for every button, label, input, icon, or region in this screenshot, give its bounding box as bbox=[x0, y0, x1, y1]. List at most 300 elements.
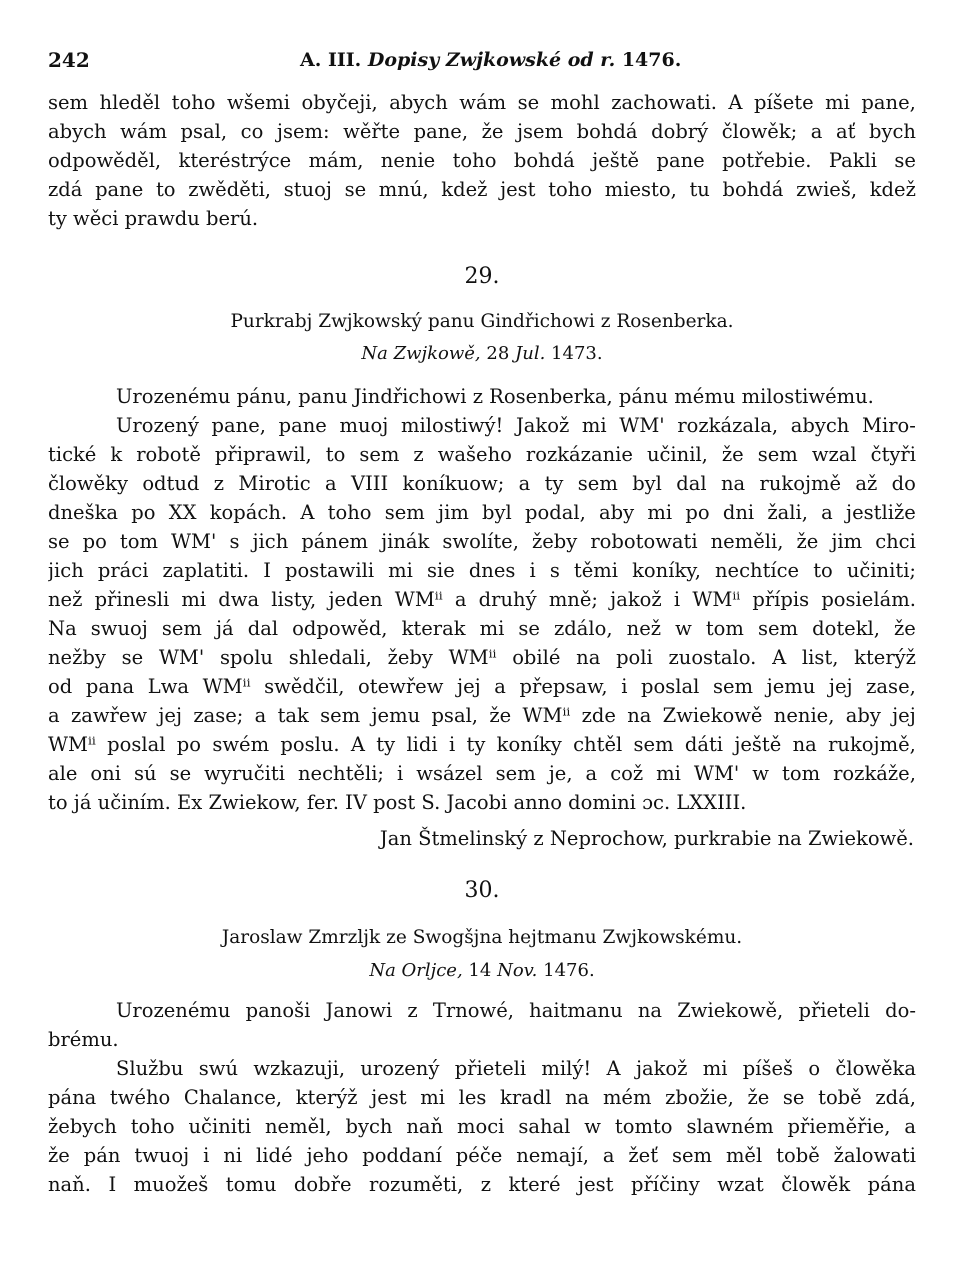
word: muožeš bbox=[133, 1173, 209, 1196]
word: A bbox=[772, 646, 787, 669]
word: tom bbox=[119, 530, 158, 553]
word: zuostalo. bbox=[668, 646, 757, 669]
word: práci bbox=[97, 559, 149, 582]
text-line bbox=[48, 614, 916, 643]
letter-dateline bbox=[48, 339, 916, 368]
word: mnú, bbox=[378, 178, 429, 201]
dateline-place: Na Zwjkowě, bbox=[361, 343, 481, 364]
word: dni bbox=[722, 501, 755, 524]
word: já bbox=[215, 617, 234, 640]
word: kterak bbox=[401, 617, 466, 640]
word: sem bbox=[577, 472, 618, 495]
word: wzal bbox=[811, 443, 857, 466]
letter-address: brému. bbox=[48, 1028, 119, 1051]
word: rozkázanie bbox=[525, 443, 633, 466]
word: A bbox=[350, 733, 365, 756]
word: wsázel bbox=[416, 762, 483, 785]
word: dotekl, bbox=[812, 617, 880, 640]
word: zachowati. bbox=[611, 91, 717, 114]
word: milostiwý! bbox=[400, 414, 504, 437]
word: toho bbox=[130, 1115, 175, 1138]
word: po bbox=[82, 530, 107, 553]
word: pane, bbox=[861, 91, 916, 114]
word: poddaní bbox=[362, 1144, 442, 1167]
word: sú bbox=[133, 762, 157, 785]
word: přinesli bbox=[94, 588, 170, 611]
word: na bbox=[637, 999, 663, 1022]
text-line: to já učiním. Ex Zwiekow, fer. IV post S. Jacobi anno domini ɔc. LXXIII. bbox=[48, 791, 747, 814]
word: potřebie. bbox=[722, 149, 812, 172]
word: aby bbox=[599, 501, 635, 524]
word: ni bbox=[223, 1144, 243, 1167]
word: Mirotic bbox=[238, 472, 311, 495]
word: než bbox=[626, 617, 662, 640]
word: pane bbox=[656, 149, 705, 172]
opening-paragraph bbox=[48, 88, 916, 233]
word: psal, bbox=[431, 704, 479, 727]
word: chtěl bbox=[573, 733, 623, 756]
word: tomto bbox=[614, 1115, 673, 1138]
word: tomu bbox=[225, 1173, 277, 1196]
word: rukojmě, bbox=[828, 733, 916, 756]
word: že bbox=[481, 120, 504, 143]
word: po bbox=[131, 501, 156, 524]
word: a bbox=[518, 472, 531, 495]
word: tu bbox=[689, 178, 710, 201]
word: kterýž bbox=[854, 646, 916, 669]
word: milý! bbox=[541, 1057, 592, 1080]
word: slawném bbox=[686, 1115, 774, 1138]
text-line bbox=[48, 1170, 916, 1199]
text-line bbox=[48, 1112, 916, 1141]
letter-body bbox=[48, 382, 916, 817]
word: se bbox=[344, 178, 367, 201]
word: rozkázala, bbox=[677, 414, 779, 437]
word: WM' bbox=[693, 762, 740, 785]
word: z bbox=[213, 472, 225, 495]
word: miesto, bbox=[604, 178, 677, 201]
word: jich bbox=[252, 530, 289, 553]
word: kteréstrýce bbox=[178, 149, 292, 172]
word: jich bbox=[48, 559, 84, 582]
word: poli bbox=[616, 646, 653, 669]
word: panoši bbox=[245, 999, 311, 1022]
word: příčiny bbox=[630, 1173, 700, 1196]
word: mi bbox=[702, 1057, 728, 1080]
word: byl bbox=[482, 501, 512, 524]
word: i bbox=[397, 762, 404, 785]
word: pánem bbox=[301, 530, 369, 553]
word: zdá bbox=[48, 178, 83, 201]
dateline-year: 1476. bbox=[543, 960, 595, 981]
word: dobře bbox=[293, 1173, 352, 1196]
word: swém bbox=[212, 733, 270, 756]
book-page bbox=[48, 0, 918, 1284]
word: poslu. bbox=[280, 733, 340, 756]
word: robotowati bbox=[590, 530, 698, 553]
word: byl bbox=[632, 472, 662, 495]
word: muoj bbox=[339, 414, 389, 437]
word: WMⁱⁱ bbox=[692, 588, 741, 611]
word: jest bbox=[371, 1086, 407, 1109]
word: pane, bbox=[211, 414, 266, 437]
letter-signature: Jan Štmelinský z Neprochow, purkrabie na Zwiekowě. bbox=[379, 827, 914, 850]
word: I bbox=[263, 559, 271, 582]
word: a bbox=[585, 762, 598, 785]
word: wšemi bbox=[227, 91, 290, 114]
word: na bbox=[720, 472, 746, 495]
word: zase, bbox=[866, 675, 916, 698]
word: odpowěděl, bbox=[48, 149, 162, 172]
word: pana bbox=[85, 675, 135, 698]
letter-heading: Purkrabj Zwjkowský panu Gindřichowi z Rosenberka. bbox=[230, 311, 734, 332]
word: ty bbox=[466, 733, 486, 756]
word: zde bbox=[581, 704, 616, 727]
word: ty bbox=[376, 733, 396, 756]
word: Janowi bbox=[325, 999, 393, 1022]
word: WM' bbox=[619, 414, 665, 437]
word: nechtěli; bbox=[298, 762, 384, 785]
word: se bbox=[518, 617, 540, 640]
word: oni bbox=[90, 762, 121, 785]
word: až bbox=[855, 472, 878, 495]
word: jakož bbox=[610, 588, 662, 611]
word: na bbox=[576, 646, 601, 669]
word: jej bbox=[457, 675, 481, 698]
word: přieteli bbox=[454, 1057, 527, 1080]
word: bohdá bbox=[722, 178, 784, 201]
word: obyčeji, bbox=[301, 91, 378, 114]
text-line bbox=[48, 730, 916, 759]
text-line bbox=[48, 146, 916, 175]
word: ale bbox=[48, 762, 78, 785]
dateline-place: Na Orljce, bbox=[369, 960, 463, 981]
word: WM' bbox=[171, 530, 217, 553]
word: bohdá bbox=[513, 149, 575, 172]
word: sem bbox=[713, 675, 754, 698]
word: na bbox=[792, 733, 817, 756]
word: jeho bbox=[306, 1144, 349, 1167]
text-line bbox=[48, 556, 916, 585]
word: WMⁱⁱ bbox=[48, 733, 96, 756]
word: zwěděti, bbox=[188, 178, 272, 201]
word: naň bbox=[406, 1115, 444, 1138]
word: Pakli bbox=[828, 149, 877, 172]
word: připrawil, bbox=[214, 443, 312, 466]
word: i bbox=[673, 588, 681, 611]
word: I bbox=[108, 1173, 117, 1196]
letter-dateline bbox=[48, 956, 916, 985]
letter-number: 29. bbox=[464, 264, 500, 289]
word: co bbox=[240, 120, 264, 143]
word: z bbox=[480, 1173, 491, 1196]
word: přieteli bbox=[798, 999, 870, 1022]
word: a bbox=[48, 704, 60, 727]
word: z bbox=[407, 999, 418, 1022]
word: neměli, bbox=[710, 530, 784, 553]
word: zase; bbox=[193, 704, 244, 727]
word: přieměřie, bbox=[787, 1115, 891, 1138]
word: tobě bbox=[776, 1144, 820, 1167]
word: chci bbox=[875, 530, 916, 553]
word: že bbox=[796, 530, 819, 553]
word: WMⁱⁱ bbox=[448, 646, 497, 669]
word: žeby bbox=[387, 646, 433, 669]
word: to bbox=[155, 178, 176, 201]
word: VIII bbox=[350, 472, 389, 495]
word: nenie bbox=[380, 149, 436, 172]
word: abych bbox=[790, 414, 850, 437]
text-line bbox=[48, 701, 916, 730]
text-line bbox=[48, 175, 916, 204]
text-line: ty wěci prawdu berú. bbox=[48, 207, 259, 230]
word: je, bbox=[548, 762, 573, 785]
word: mi bbox=[388, 559, 413, 582]
word: rozkáže, bbox=[833, 762, 916, 785]
word: které bbox=[508, 1173, 561, 1196]
word: tom bbox=[782, 762, 821, 785]
word: WMⁱⁱ bbox=[202, 675, 251, 698]
word: wám bbox=[120, 120, 167, 143]
word: sem bbox=[633, 733, 674, 756]
word: Chalance, bbox=[183, 1086, 283, 1109]
word: wyručiti bbox=[204, 762, 285, 785]
word: po bbox=[685, 501, 710, 524]
word: swú bbox=[198, 1057, 239, 1080]
word: w bbox=[752, 762, 769, 785]
word: kdež bbox=[869, 178, 916, 201]
word: dal bbox=[676, 472, 707, 495]
word: čtyři bbox=[870, 443, 916, 466]
word: zaplatiti. bbox=[162, 559, 250, 582]
word: jej bbox=[828, 675, 853, 698]
word: že bbox=[721, 443, 744, 466]
word: člowěk bbox=[781, 1173, 851, 1196]
word: lidé bbox=[256, 1144, 293, 1167]
word: mně; bbox=[548, 588, 598, 611]
word: shledali, bbox=[288, 646, 372, 669]
volume-title: Dopisy Zwjkowské od r. bbox=[367, 49, 616, 71]
word: toho bbox=[452, 149, 497, 172]
word: že bbox=[894, 617, 916, 640]
word: nežby bbox=[48, 646, 106, 669]
word: člowěky bbox=[48, 472, 128, 495]
word: mám, bbox=[308, 149, 364, 172]
word: Na bbox=[48, 617, 77, 640]
word: w bbox=[584, 1115, 601, 1138]
word: WMⁱⁱ bbox=[394, 588, 443, 611]
word: ještě bbox=[734, 733, 782, 756]
word: se bbox=[782, 1086, 805, 1109]
word: jim bbox=[438, 501, 469, 524]
word: posielám. bbox=[821, 588, 916, 611]
word: než bbox=[48, 588, 83, 611]
word: jsem: bbox=[276, 120, 330, 143]
word: se bbox=[121, 646, 144, 669]
word: a bbox=[254, 704, 267, 727]
word: kdež bbox=[441, 178, 488, 201]
word: pána bbox=[48, 1086, 97, 1109]
word: od bbox=[48, 675, 73, 698]
word: jakož bbox=[635, 1057, 688, 1080]
word: o bbox=[808, 1057, 821, 1080]
word: neměl, bbox=[264, 1115, 332, 1138]
word: dnes bbox=[468, 559, 516, 582]
word: w bbox=[675, 617, 692, 640]
volume-year: 1476. bbox=[621, 49, 682, 71]
word: wěřte bbox=[343, 120, 401, 143]
word: WMⁱⁱ bbox=[522, 704, 571, 727]
word: žebych bbox=[48, 1115, 117, 1138]
running-head bbox=[48, 44, 918, 76]
word: twuoj bbox=[134, 1144, 190, 1167]
word: těmi bbox=[573, 559, 619, 582]
word: aby bbox=[845, 704, 881, 727]
word: mém bbox=[602, 1086, 652, 1109]
word: ještě bbox=[592, 149, 640, 172]
word: a bbox=[494, 675, 506, 698]
word: a bbox=[904, 1115, 916, 1138]
word: zdálo, bbox=[554, 617, 613, 640]
word: psal, bbox=[180, 120, 228, 143]
word: na bbox=[565, 1086, 590, 1109]
word: list, bbox=[801, 646, 839, 669]
word: Zwiekowě bbox=[662, 704, 763, 727]
word: otewřew bbox=[358, 675, 444, 698]
word: druhý bbox=[478, 588, 537, 611]
word: nenie, bbox=[773, 704, 835, 727]
word: A bbox=[728, 91, 743, 114]
letter-heading: Jaroslaw Zmrzljk ze Swogšjna hejtmanu Zwjkowskému. bbox=[221, 927, 743, 948]
word: dobrý bbox=[651, 120, 709, 143]
word: Urozený bbox=[116, 414, 199, 437]
word: a bbox=[810, 120, 823, 143]
word: a bbox=[325, 472, 337, 495]
word: člowěk; bbox=[721, 120, 798, 143]
word: tobě bbox=[818, 1086, 862, 1109]
word: i bbox=[203, 1144, 210, 1167]
word: se bbox=[48, 530, 70, 553]
word: dwa bbox=[218, 588, 260, 611]
word: stuoj bbox=[283, 178, 332, 201]
word: z bbox=[413, 443, 424, 466]
word: toho bbox=[171, 91, 216, 114]
word: moci bbox=[457, 1115, 505, 1138]
word: toho bbox=[327, 501, 372, 524]
word: pane bbox=[95, 178, 144, 201]
text-line bbox=[48, 440, 916, 469]
text-line bbox=[48, 527, 916, 556]
word: jsem bbox=[516, 120, 564, 143]
word: urozený bbox=[360, 1057, 440, 1080]
word: sem bbox=[495, 762, 536, 785]
word: jej bbox=[158, 704, 183, 727]
word: robotě bbox=[136, 443, 201, 466]
word: jestliže bbox=[846, 501, 916, 524]
letter-address bbox=[48, 996, 916, 1025]
word: postawili bbox=[284, 559, 375, 582]
word: pane bbox=[278, 414, 327, 437]
word: s bbox=[549, 559, 560, 582]
word: mohl bbox=[550, 91, 600, 114]
word: sem bbox=[384, 501, 425, 524]
word: na bbox=[627, 704, 652, 727]
word: člowěka bbox=[835, 1057, 916, 1080]
word: sem bbox=[161, 617, 202, 640]
word: lidi bbox=[406, 733, 438, 756]
word: tom bbox=[705, 617, 744, 640]
word: mi bbox=[647, 501, 673, 524]
word: jeden bbox=[328, 588, 383, 611]
text-line bbox=[48, 88, 916, 117]
word: odpowěd, bbox=[292, 617, 388, 640]
word: píšeš bbox=[742, 1057, 794, 1080]
word: přepsaw, bbox=[519, 675, 608, 698]
word: naň. bbox=[48, 1173, 91, 1196]
word: wám bbox=[459, 91, 507, 114]
page-number: 242 bbox=[48, 48, 90, 72]
text-line bbox=[48, 759, 916, 788]
word: Trnowé, bbox=[432, 999, 514, 1022]
word: rozuměti, bbox=[369, 1173, 464, 1196]
word: i bbox=[529, 559, 536, 582]
word: že bbox=[747, 1086, 770, 1109]
word: mi bbox=[581, 414, 607, 437]
word: kradl bbox=[500, 1086, 552, 1109]
word: sahal bbox=[518, 1115, 571, 1138]
word: pane, bbox=[413, 120, 469, 143]
word: sem bbox=[671, 1144, 713, 1167]
word: že bbox=[48, 1144, 70, 1167]
word: abych bbox=[48, 120, 107, 143]
word: jemu bbox=[766, 675, 816, 698]
word: kopách. bbox=[209, 501, 288, 524]
word: zbožie, bbox=[665, 1086, 734, 1109]
word: po bbox=[176, 733, 202, 756]
word: wzkazuji, bbox=[253, 1057, 346, 1080]
word: sie bbox=[426, 559, 455, 582]
word: bych bbox=[345, 1115, 393, 1138]
word: jim bbox=[831, 530, 863, 553]
word: WM' bbox=[158, 646, 205, 669]
word: učiniti; bbox=[846, 559, 916, 582]
word: kterýž bbox=[295, 1086, 358, 1109]
letter-number: 30. bbox=[464, 878, 500, 903]
word: ty bbox=[544, 472, 564, 495]
word: jest bbox=[500, 178, 536, 201]
word: koníky, bbox=[632, 559, 701, 582]
word: Zwiekowě, bbox=[677, 999, 784, 1022]
dateline-month: Nov. bbox=[497, 960, 538, 981]
word: bohdá bbox=[576, 120, 638, 143]
word: zawřew bbox=[70, 704, 148, 727]
word: jemu bbox=[371, 704, 421, 727]
word: les bbox=[458, 1086, 487, 1109]
word: dal bbox=[247, 617, 279, 640]
word: obilé bbox=[512, 646, 561, 669]
word: koníkuow; bbox=[402, 472, 505, 495]
word: přípis bbox=[752, 588, 810, 611]
word: A bbox=[606, 1057, 621, 1080]
word: se bbox=[169, 762, 192, 785]
word: hleděl bbox=[99, 91, 161, 114]
word: k bbox=[110, 443, 123, 466]
word: do- bbox=[885, 999, 916, 1022]
text-line bbox=[48, 117, 916, 146]
word: žeť bbox=[628, 1144, 659, 1167]
running-head-title bbox=[300, 44, 681, 76]
word: spolu bbox=[219, 646, 273, 669]
